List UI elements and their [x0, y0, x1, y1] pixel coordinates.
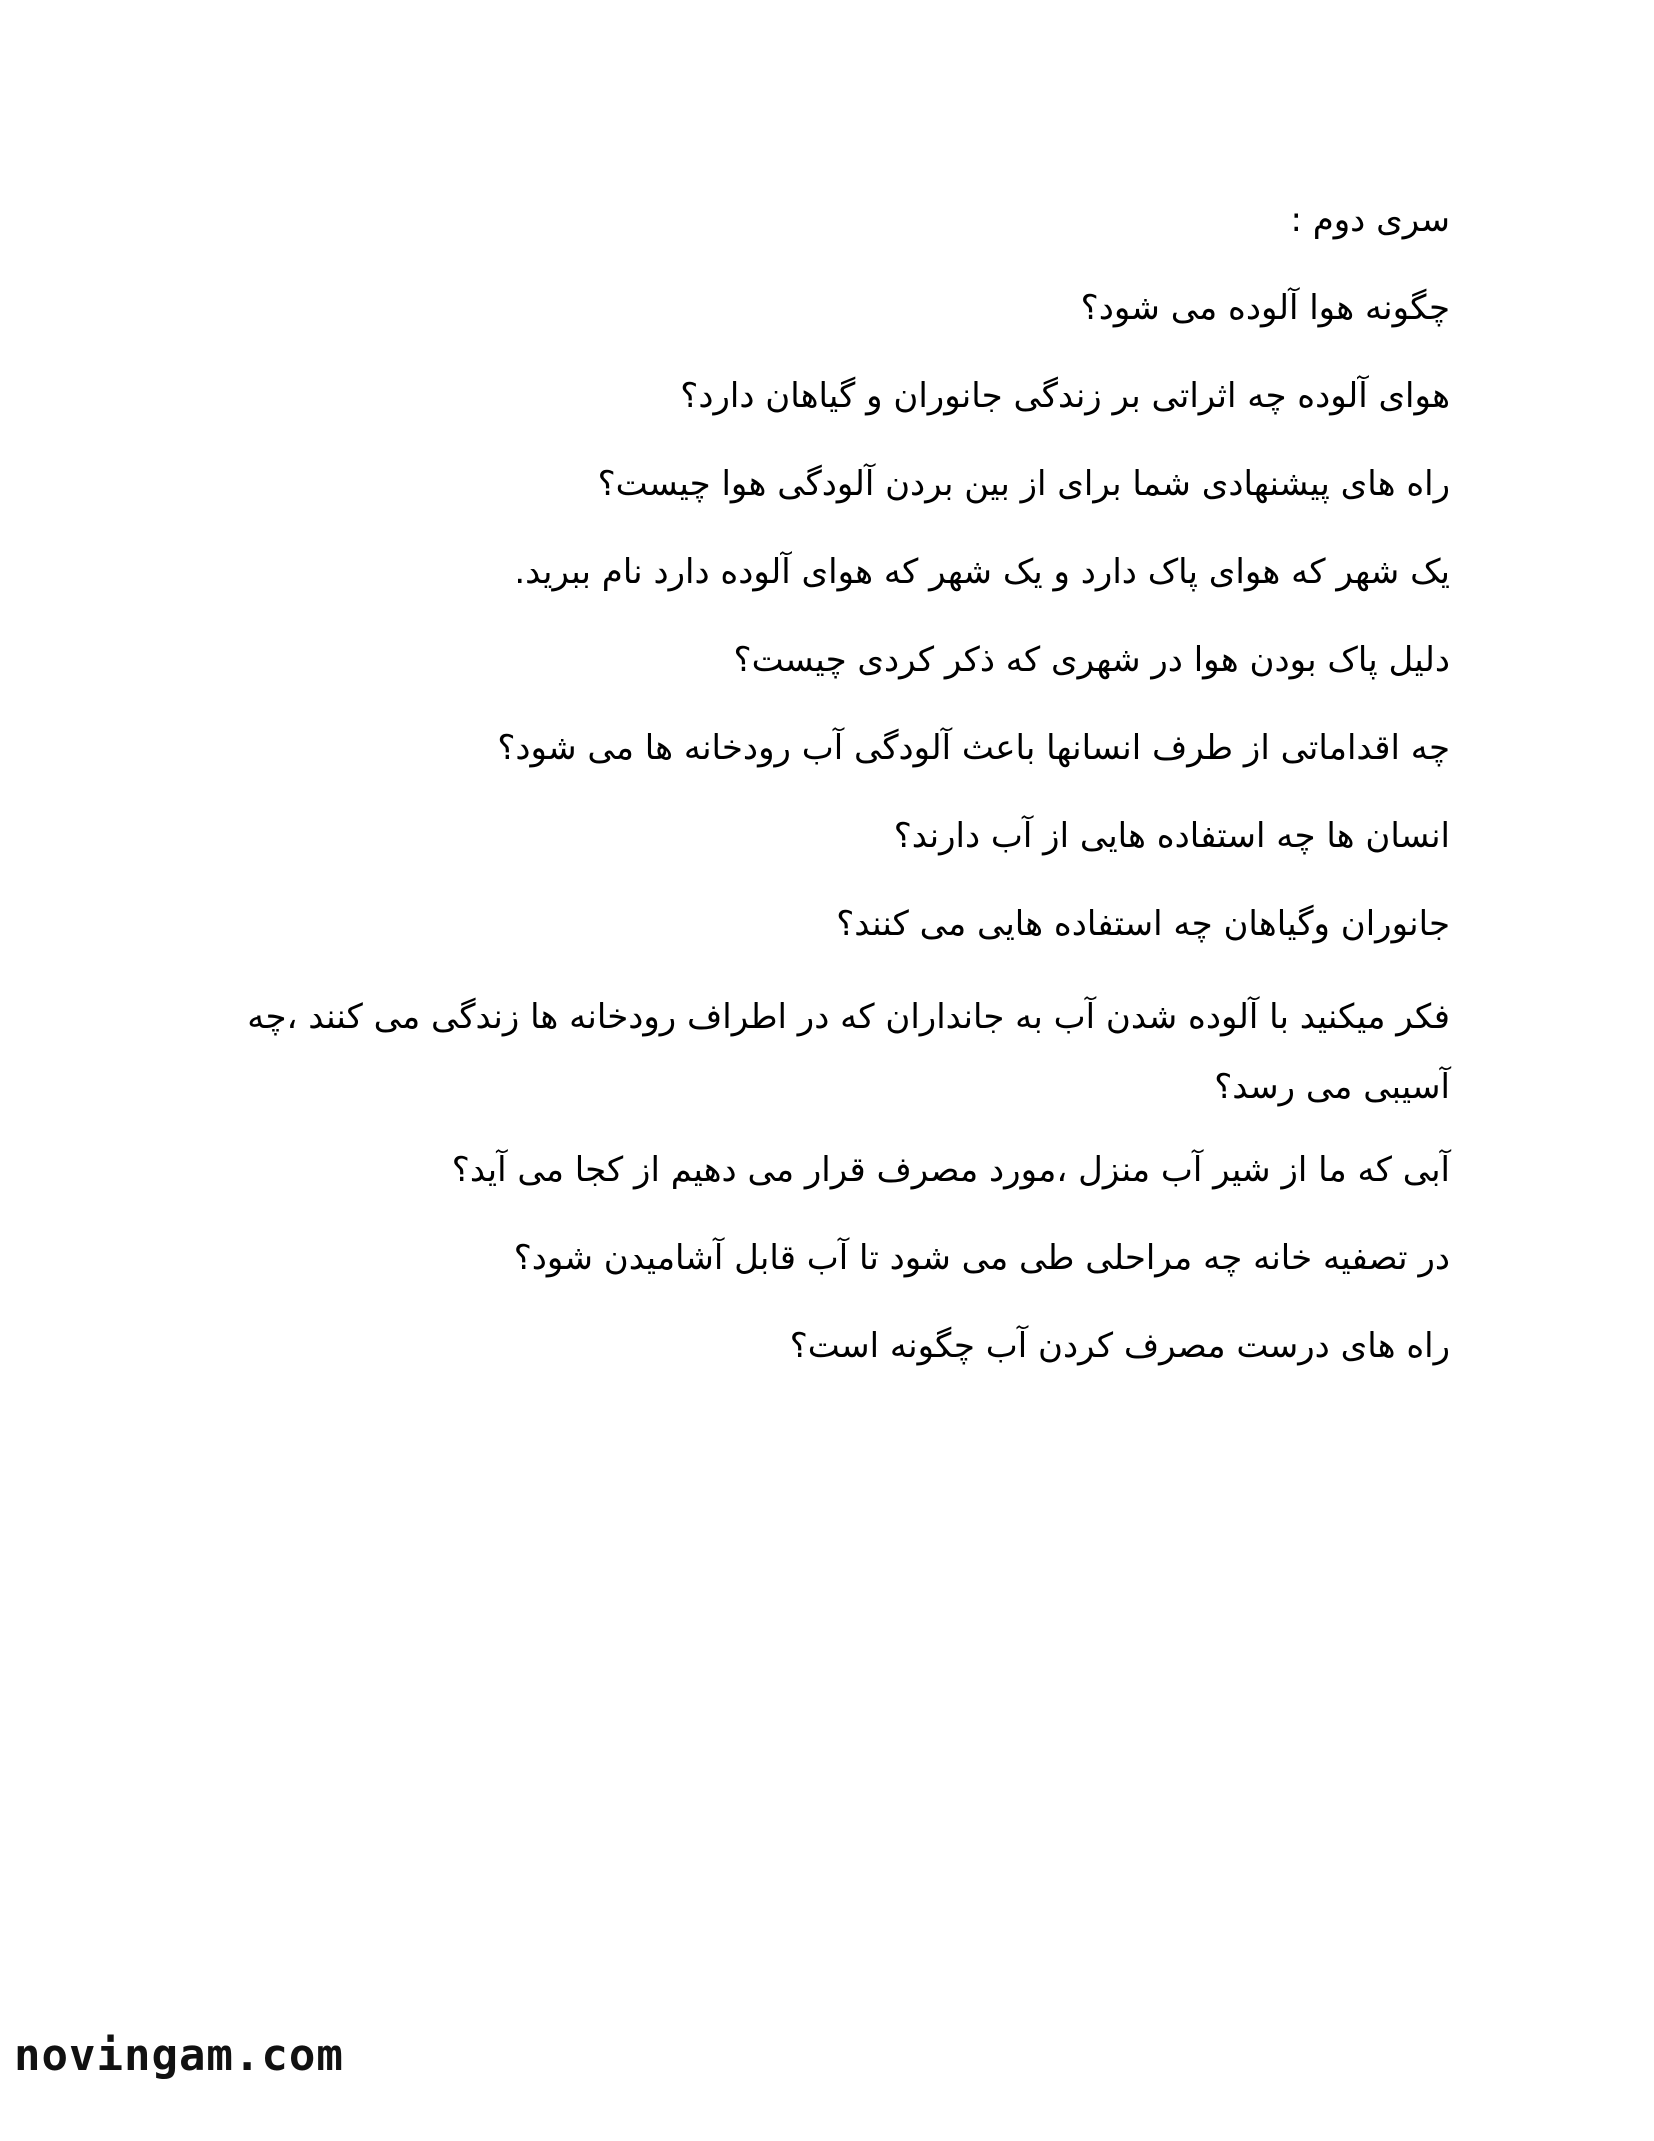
- question-9: فکر میکنید با آلوده شدن آب به جانداران که در اطراف رودخانه ها زندگی می کنند ،چه آسیبی می رسد؟: [247, 997, 1450, 1107]
- question-12: راه های درست مصرف کردن آب چگونه است؟: [789, 1326, 1450, 1366]
- question-8: جانوران وگیاهان چه استفاده هایی می کنند؟: [836, 904, 1450, 944]
- question-1: چگونه هوا آلوده می شود؟: [1080, 288, 1450, 328]
- question-3: راه های پیشنهادی شما برای از بین بردن آلودگی هوا چیست؟: [597, 464, 1450, 504]
- question-7: انسان ها چه استفاده هایی از آب دارند؟: [893, 816, 1450, 856]
- section-heading: سری دوم :: [1290, 200, 1450, 240]
- question-11: در تصفیه خانه چه مراحلی طی می شود تا آب قابل آشامیدن شود؟: [513, 1238, 1450, 1278]
- site-watermark: novingam.com: [14, 2030, 344, 2081]
- question-4: یک شهر که هوای پاک دارد و یک شهر که هوای آلوده دارد نام ببرید.: [514, 552, 1450, 592]
- question-6: چه اقداماتی از طرف انسانها باعث آلودگی آب رودخانه ها می شود؟: [497, 728, 1450, 768]
- question-5: دلیل پاک بودن هوا در شهری که ذکر کردی چیست؟: [733, 640, 1450, 680]
- question-list: [180, 190, 1450, 1404]
- question-2: هوای آلوده چه اثراتی بر زندگی جانوران و گیاهان دارد؟: [680, 376, 1450, 416]
- question-10: آبی که ما از شیر آب منزل ،مورد مصرف قرار می دهیم از کجا می آید؟: [451, 1150, 1450, 1190]
